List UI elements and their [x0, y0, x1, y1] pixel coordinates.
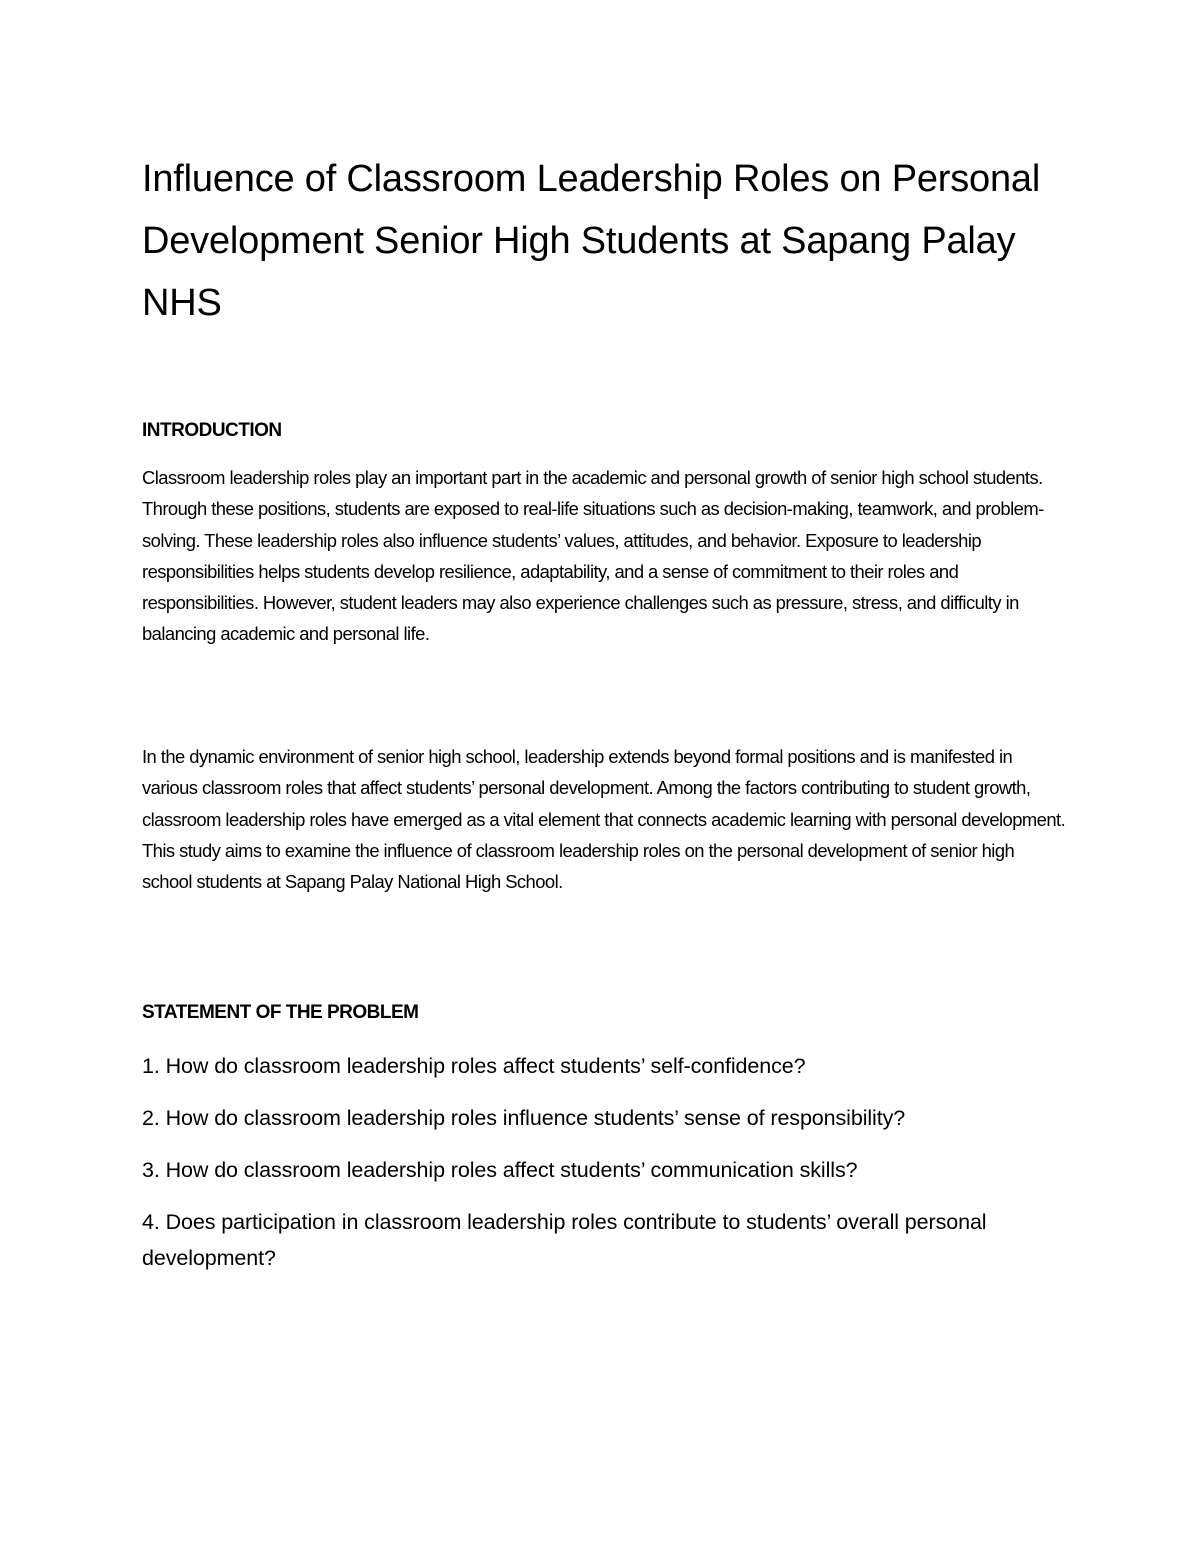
introduction-heading: INTRODUCTION	[142, 420, 282, 441]
problem-question-4: 4. Does participation in classroom leadership roles contribute to students’ overall personal development?	[142, 1210, 987, 1270]
statement-of-problem-heading: STATEMENT OF THE PROBLEM	[142, 1002, 419, 1023]
problem-question-1: 1. How do classroom leadership roles affect students’ self-confidence?	[142, 1054, 806, 1078]
problem-questions-list	[142, 1048, 1062, 1292]
problem-question-2: 2. How do classroom leadership roles influence students’ sense of responsibility?	[142, 1106, 906, 1130]
document-page	[142, 0, 1072, 1553]
document-title: Influence of Classroom Leadership Roles on Personal Development Senior High Students at Sapang Palay NHS	[142, 158, 1041, 324]
problem-question-3: 3. How do classroom leadership roles affect students’ communication skills?	[142, 1158, 858, 1182]
introduction-paragraph-2: In the dynamic environment of senior high school, leadership extends beyond formal positions and is manifested in various classroom roles that affect students’ personal development. Among the factors contributing to student growth, classroom leadership roles have emerged as a vital element that connects academic learning with personal development. This study aims to examine the influence of classroom leadership roles on the personal development of senior high school students at Sapang Palay National High School.	[142, 746, 1066, 893]
introduction-paragraph-1: Classroom leadership roles play an important part in the academic and personal growth of senior high school students. Through these positions, students are exposed to real-life situations such as decision-making, teamwork, and problem-solving. These leadership roles also influence students’ values, attitudes, and behavior. Exposure to leadership responsibilities helps students develop resilience, adaptability, and a sense of commitment to their roles and responsibilities. However, student leaders may also experience challenges such as pressure, stress, and difficulty in balancing academic and personal life.	[142, 467, 1044, 645]
